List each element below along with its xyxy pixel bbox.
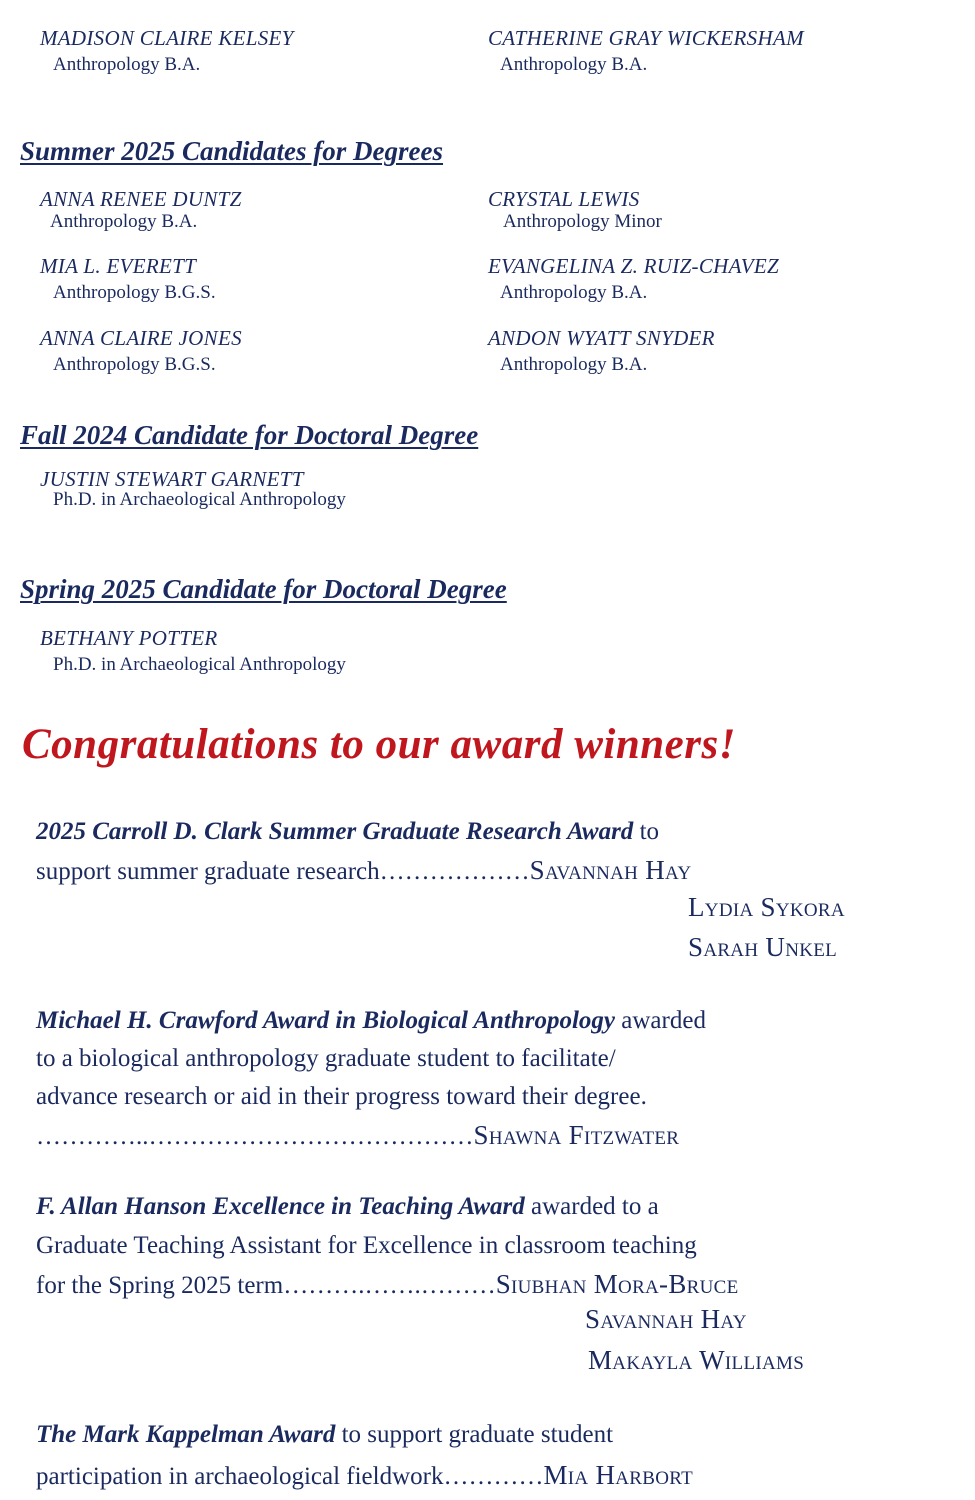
award-title: 2025 Carroll D. Clark Summer Graduate Research Award — [36, 818, 634, 845]
award-kappelman — [36, 1415, 956, 1497]
candidate-degree: Anthropology B.G.S. — [53, 282, 216, 303]
award-description: awarded to a — [524, 1193, 659, 1220]
award-description: for the Spring 2025 term — [36, 1272, 284, 1299]
award-title: Michael H. Crawford Award in Biological Anthropology — [36, 1007, 616, 1034]
candidate-degree: Anthropology Minor — [503, 211, 662, 232]
candidate-name: CRYSTAL LEWIS — [488, 187, 640, 211]
congratulations-heading: Congratulations to our award winners! — [22, 721, 736, 768]
section-heading-spring-2025: Spring 2025 Candidate for Doctoral Degree — [20, 574, 507, 604]
award-description: to a biological anthropology graduate student to facilitate/ — [36, 1045, 616, 1072]
graduate-degree: Anthropology B.A. — [500, 54, 648, 75]
award-winner: Lydia Sykora — [688, 892, 845, 922]
candidate-degree: Anthropology B.G.S. — [53, 354, 216, 375]
doctoral-candidate-name: BETHANY POTTER — [40, 626, 218, 650]
candidate-degree: Anthropology B.A. — [50, 211, 198, 232]
award-winner: Makayla Williams — [588, 1345, 805, 1375]
candidate-name: ANDON WYATT SNYDER — [488, 326, 715, 350]
award-description: Graduate Teaching Assistant for Excellence in classroom teaching — [36, 1232, 697, 1259]
award-description: advance research or aid in their progress toward their degree. — [36, 1083, 647, 1110]
doctoral-candidate-name: JUSTIN STEWART GARNETT — [40, 467, 304, 491]
award-crawford — [36, 1002, 956, 1156]
candidate-degree: Anthropology B.A. — [500, 354, 648, 375]
leader-dots: ……………… — [379, 858, 530, 885]
award-description: awarded — [615, 1007, 706, 1034]
candidate-name: EVANGELINA Z. RUIZ-CHAVEZ — [488, 254, 779, 278]
leader-dots: ……….…….……… — [283, 1272, 496, 1299]
award-winner: Siubhan Mora-Bruce — [495, 1269, 739, 1299]
award-title: F. Allan Hanson Excellence in Teaching Award — [36, 1193, 525, 1220]
graduate-name: CATHERINE GRAY WICKERSHAM — [488, 26, 804, 50]
award-description: to — [633, 818, 660, 845]
leader-dots: …………..………………………………… — [36, 1123, 474, 1150]
award-winner: Sarah Unkel — [688, 932, 838, 962]
award-winner: Savannah Hay — [585, 1304, 747, 1334]
candidate-degree: Anthropology B.A. — [500, 282, 648, 303]
award-description: support summer graduate research — [36, 858, 380, 885]
award-title: The Mark Kappelman Award — [36, 1421, 336, 1448]
candidate-name: ANNA CLAIRE JONES — [40, 326, 242, 350]
award-winner: Shawna Fitzwater — [473, 1120, 680, 1150]
award-winner: Mia Harbort — [543, 1460, 694, 1490]
candidate-name: ANNA RENEE DUNTZ — [40, 187, 242, 211]
graduate-name: MADISON CLAIRE KELSEY — [40, 26, 294, 50]
section-heading-summer-2025: Summer 2025 Candidates for Degrees — [20, 136, 444, 166]
award-hanson — [36, 1187, 956, 1305]
award-clark — [36, 812, 956, 891]
award-winner: Savannah Hay — [529, 855, 692, 885]
graduate-degree: Anthropology B.A. — [53, 54, 201, 75]
doctoral-candidate-degree: Ph.D. in Archaeological Anthropology — [53, 489, 346, 510]
leader-dots: ………… — [443, 1463, 544, 1490]
candidate-name: MIA L. EVERETT — [40, 254, 197, 278]
doctoral-candidate-degree: Ph.D. in Archaeological Anthropology — [53, 654, 346, 675]
section-heading-fall-2024: Fall 2024 Candidate for Doctoral Degree — [20, 420, 479, 450]
award-description: to support graduate student — [335, 1421, 614, 1448]
award-description: participation in archaeological fieldwork — [36, 1463, 444, 1490]
